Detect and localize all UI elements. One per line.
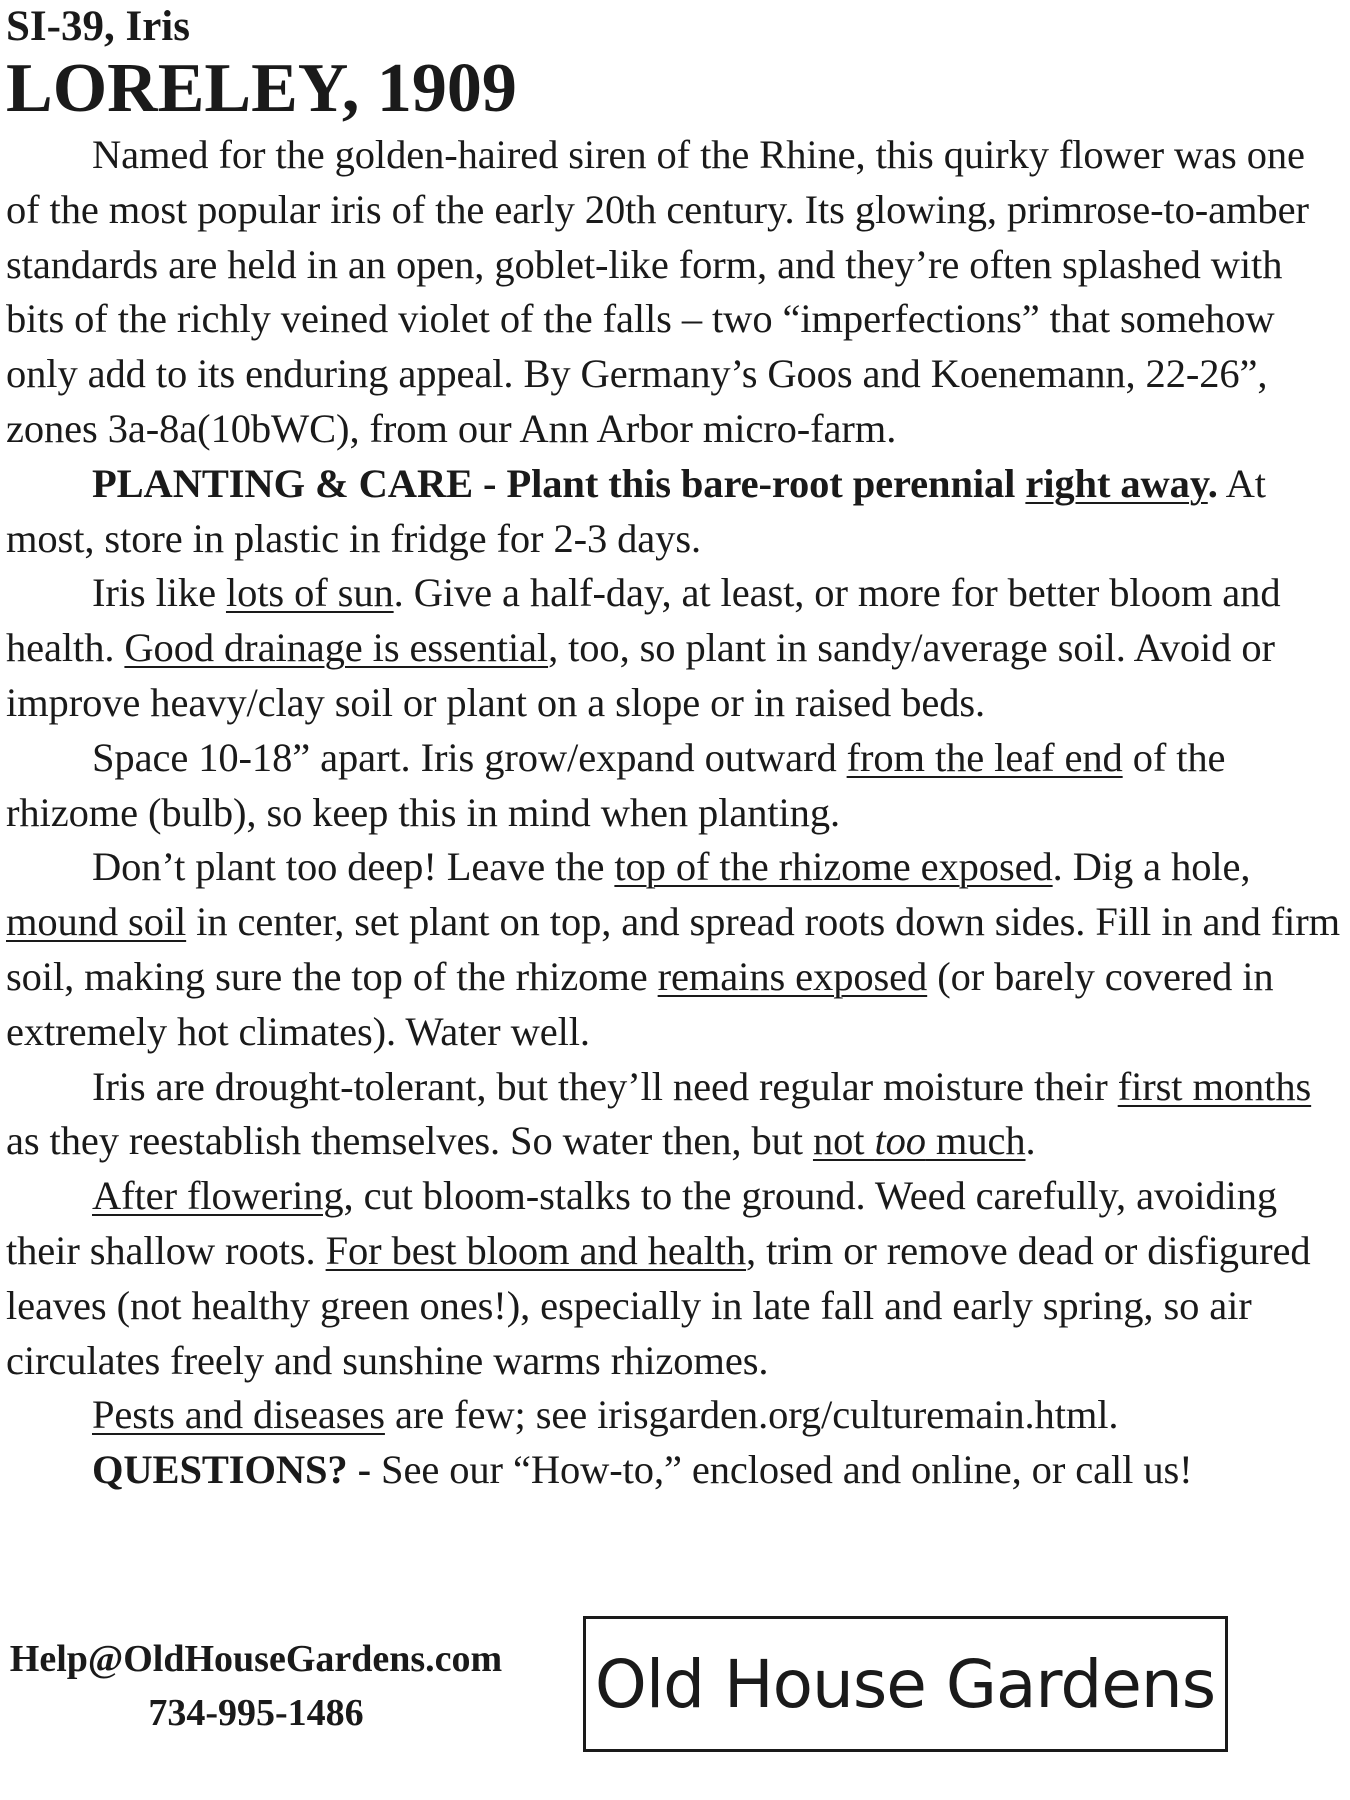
planting-emphasis: right away bbox=[1025, 460, 1208, 506]
pests-emphasis: Pests and diseases bbox=[92, 1392, 385, 1438]
depth-text-2: . Dig a hole, bbox=[1052, 844, 1251, 890]
planting-heading-text: PLANTING & CARE - Plant this bare-root perennial bbox=[92, 460, 1026, 506]
after-flowering-paragraph bbox=[6, 1169, 1341, 1388]
depth-emphasis-2: mound soil bbox=[6, 899, 187, 945]
body-text bbox=[6, 128, 1341, 1498]
water-paragraph bbox=[6, 1060, 1341, 1170]
after-emphasis-1: After flowering bbox=[92, 1173, 344, 1219]
depth-text-4: (or barely covered in extremely hot climates). Water well. bbox=[6, 953, 1274, 1054]
pests-text: are few; see irisgarden.org/culturemain.html. bbox=[384, 1392, 1119, 1438]
water-emphasis-2 bbox=[813, 1118, 1026, 1163]
logo-wordmark bbox=[586, 1619, 1225, 1749]
sun-text-2: . Give a half-day, at least, or more for better bloom and health. bbox=[6, 570, 1281, 671]
planting-heading-end: . bbox=[1207, 460, 1218, 506]
depth-emphasis-3: remains exposed bbox=[657, 953, 928, 999]
spacing-text-1: Space 10-18” apart. Iris grow/expand outward bbox=[92, 734, 847, 780]
after-text-2: , trim or remove dead or disfigured leaves (not healthy green ones!), especially in late fall and early spring, so air circulates freely and sunshine warms rhizomes. bbox=[6, 1227, 1311, 1383]
sun-paragraph bbox=[6, 566, 1341, 730]
questions-label: QUESTIONS? - bbox=[92, 1447, 382, 1493]
spacing-paragraph bbox=[6, 731, 1341, 841]
planting-tail: At most, store in plastic in fridge for 2-3 days. bbox=[6, 460, 1266, 561]
product-code: SI-39, Iris bbox=[6, 3, 190, 50]
page-title: LORELEY, 1909 bbox=[6, 50, 517, 127]
water-emphasis-1: first months bbox=[1117, 1063, 1312, 1109]
water-text-1: Iris are drought-tolerant, but they’ll need regular moisture their bbox=[92, 1063, 1118, 1109]
instruction-sheet bbox=[6, 0, 1341, 1498]
description-paragraph: Named for the golden-haired siren of the Rhine, this quirky flower was one of the most popular iris of the early 20th century. Its glowing, primrose-to-amber standards are held in an open, goblet-like form, and they’re often splashed with bits of the richly veined violet of the falls – two “imperfections” that somehow only add to its enduring appeal. By Germany’s Goos and Koenemann, 22-26”, zones 3a-8a(10bWC), from our Ann Arbor micro-farm. bbox=[6, 132, 1309, 451]
water-emphasis-2a: not bbox=[812, 1118, 875, 1164]
brand-logo bbox=[583, 1616, 1228, 1752]
questions-text: See our “How-to,” enclosed and online, or call us! bbox=[381, 1447, 1193, 1493]
contact-email: Help@OldHouseGardens.com bbox=[9, 1638, 503, 1680]
after-emphasis-2: For best bloom and health bbox=[325, 1227, 747, 1273]
sun-text-1: Iris like bbox=[92, 570, 226, 616]
depth-text-1: Don’t plant too deep! Leave the bbox=[92, 844, 615, 890]
after-text-1: , cut bloom-stalks to the ground. Weed carefully, avoiding their shallow roots. bbox=[6, 1173, 1278, 1273]
planting-heading bbox=[92, 461, 1218, 506]
sun-text-3: , too, so plant in sandy/average soil. Avoid or improve heavy/clay soil or plant on a slope or in raised beds. bbox=[6, 625, 1275, 725]
water-emphasis-2b: too bbox=[874, 1118, 926, 1164]
spacing-text-2: of the rhizome (bulb), so keep this in mind when planting. bbox=[6, 734, 1226, 835]
spacing-emphasis: from the leaf end bbox=[846, 734, 1123, 780]
contact-block bbox=[6, 1632, 506, 1740]
sun-emphasis-2: Good drainage is essential bbox=[124, 625, 549, 671]
depth-text-3: in center, set plant on top, and spread roots down sides. Fill in and firm soil, making sure the top of the rhizome bbox=[6, 899, 1341, 999]
depth-emphasis-1: top of the rhizome exposed bbox=[614, 844, 1053, 890]
depth-paragraph bbox=[6, 840, 1341, 1059]
sun-emphasis-1: lots of sun bbox=[225, 570, 394, 616]
questions-paragraph bbox=[6, 1443, 1341, 1498]
water-text-3: . bbox=[1025, 1118, 1036, 1164]
water-emphasis-2c: much bbox=[925, 1118, 1026, 1164]
logo-text: Old House Gardens bbox=[594, 1646, 1216, 1723]
planting-paragraph bbox=[6, 457, 1341, 567]
water-text-2: as they reestablish themselves. So water then, but bbox=[6, 1118, 813, 1164]
contact-phone: 734-995-1486 bbox=[148, 1692, 364, 1734]
pests-paragraph bbox=[6, 1388, 1341, 1443]
